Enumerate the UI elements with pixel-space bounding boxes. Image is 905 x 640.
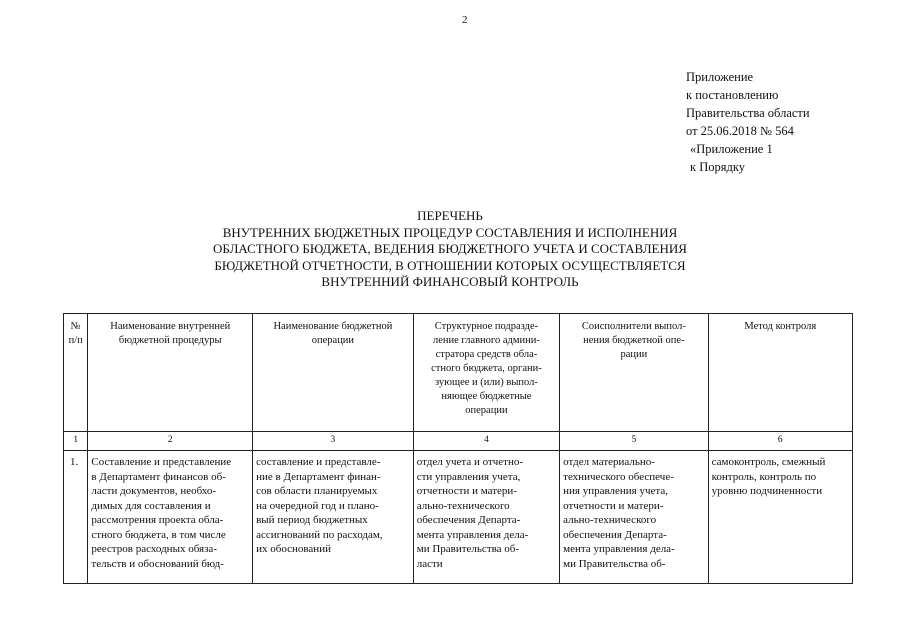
table-header-row (64, 314, 853, 432)
column-number: 3 (253, 432, 414, 451)
co-executors-cell: отдел материально- технического обеспече- ния управления учета, отчетности и матери- ально-технического обеспечения Департа- мента управления дела- ми Правительства об- (560, 451, 708, 584)
appendix-line: Приложение (686, 70, 754, 84)
appendix-line: к постановлению (686, 88, 779, 102)
header-procedure: Наименование внутренней бюджетной процедуры (88, 314, 253, 432)
document-title (150, 208, 750, 291)
department-cell: отдел учета и отчетно- сти управления учета, отчетности и матери- ально-технического обеспечения Департа- мента управления дела- ми Правительства об- ласти (413, 451, 559, 584)
column-number: 1 (64, 432, 88, 451)
table-row (64, 451, 853, 584)
appendix-block (686, 68, 810, 176)
header-department: Структурное подразде- ление главного админи- стратора средств обла- стного бюджета, органи- зующее и (или) выпол- няющее бюджетные операции (413, 314, 559, 432)
header-operation: Наименование бюджетной операции (253, 314, 414, 432)
appendix-line: Правительства области (686, 106, 810, 120)
column-numbers-row (64, 432, 853, 451)
appendix-line: «Приложение 1 (690, 142, 773, 156)
title-line: БЮДЖЕТНОЙ ОТЧЕТНОСТИ, В ОТНОШЕНИИ КОТОРЫХ ОСУЩЕСТВЛЯЕТСЯ (214, 257, 686, 273)
page-number: 2 (462, 14, 468, 26)
title-line: ВНУТРЕННИХ БЮДЖЕТНЫХ ПРОЦЕДУР СОСТАВЛЕНИЯ И ИСПОЛНЕНИЯ (222, 224, 678, 240)
method-cell: самоконтроль, смежный контроль, контроль по уровню подчиненности (708, 451, 852, 584)
column-number: 5 (560, 432, 708, 451)
title-line: ОБЛАСТНОГО БЮДЖЕТА, ВЕДЕНИЯ БЮДЖЕТНОГО УЧЕТА И СОСТАВЛЕНИЯ (213, 241, 687, 256)
procedure-cell: Составление и представление в Департамент финансов об- ласти документов, необхо- димых для составления и рассмотрения проекта обла- стного бюджета, в том числе реестров расходных обяза- тельств и обоснований бюд- (88, 451, 253, 584)
row-number: 1. (64, 451, 88, 584)
header-method: Метод контроля (708, 314, 852, 432)
column-number: 2 (88, 432, 253, 451)
column-number: 4 (413, 432, 559, 451)
header-co-executors: Соисполнители выпол- нения бюджетной опе- рации (560, 314, 708, 432)
operation-cell: составление и представле- ние в Департамент финан- сов области планируемых на очередной год и плано- вый период бюджетных ассигнований по расходам, их обоснований (253, 451, 414, 584)
title-line: ПЕРЕЧЕНЬ (417, 208, 483, 223)
title-line: ВНУТРЕННИЙ ФИНАНСОВЫЙ КОНТРОЛЬ (321, 274, 579, 289)
column-number: 6 (708, 432, 852, 451)
appendix-line: от 25.06.2018 № 564 (686, 124, 794, 138)
header-number: № п/п (64, 314, 88, 432)
procedures-table (63, 313, 853, 584)
appendix-line: к Порядку (690, 160, 745, 174)
